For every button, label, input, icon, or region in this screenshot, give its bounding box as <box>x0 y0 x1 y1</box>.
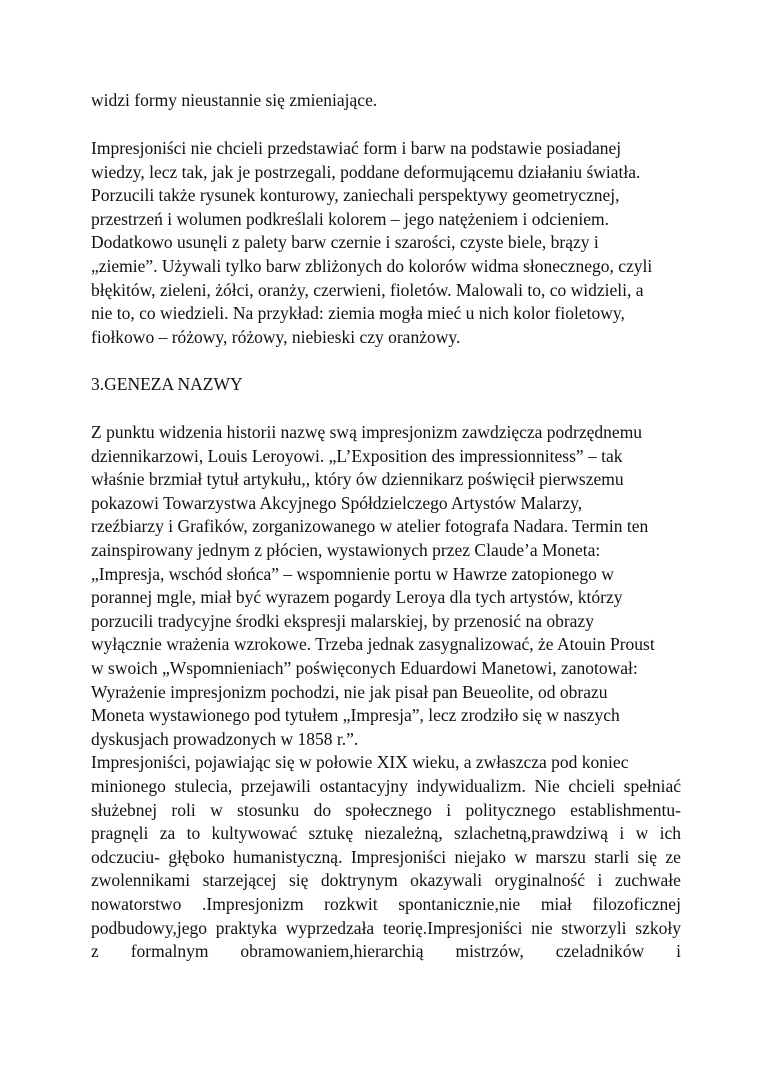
text-line: fiołkowo – różowy, różowy, niebieski czy oranżowy. <box>91 326 461 347</box>
word: humanistyczną. <box>233 846 343 867</box>
text-line: dziennikarzowi, Louis Leroyowi. „L’Exposition des impressionnitess” – tak <box>91 445 623 466</box>
word: się <box>637 846 658 867</box>
text-line: Impresjoniści nie chcieli przedstawiać form i barw na podstawie posiadanej <box>91 138 622 158</box>
justified-line <box>91 869 681 893</box>
paragraph-impressionist-technique <box>91 137 681 349</box>
word: za <box>159 823 176 844</box>
word: to <box>186 823 201 844</box>
word: odczuciu- <box>91 846 160 867</box>
word: politycznego <box>465 799 556 820</box>
word: się <box>288 870 309 891</box>
text-line: Dodatkowo usunęli z palety barw czernie i szarości, czyste biele, brązy i <box>91 232 599 253</box>
word: roli <box>171 799 196 820</box>
justified-line <box>91 917 681 941</box>
word: ostantacyjny <box>319 776 408 796</box>
word: społecznego <box>345 799 432 820</box>
text-line: rzeźbiarzy i Grafików, zorganizowanego w atelier fotografa Nadara. Termin ten <box>91 516 649 537</box>
text-line: Impresjoniści, pojawiając się w połowie XIX wieku, a zwłaszcza pod koniec <box>91 752 629 773</box>
text-line: Wyrażenie impresjonizm pochodzi, nie jak pisał pan Beueolite, od obrazu <box>91 681 608 702</box>
word: podbudowy,jego <box>91 917 208 938</box>
word: szkoły <box>635 917 681 938</box>
word: zuchwałe <box>614 870 681 891</box>
text-line: wiedzy, lecz tak, jak je postrzegali, poddane deformującemu działaniu światła. <box>91 161 641 182</box>
text-line: zainspirowany jednym z płócien, wystawionych przez Claude’a Moneta: <box>91 539 601 560</box>
word: w <box>514 846 527 867</box>
word: głęboko <box>168 846 225 867</box>
word: pragnęli <box>91 823 149 844</box>
word: i <box>597 870 603 891</box>
word: ich <box>659 823 681 844</box>
word: filozoficznej <box>592 893 681 914</box>
word: minionego <box>91 776 166 796</box>
text-line: Moneta wystawionego pod tytułem „Impresja”, lecz zrodziło się w naszych <box>91 705 620 726</box>
justified-line <box>91 893 681 917</box>
word: i <box>446 799 452 820</box>
text-line: błękitów, zieleni, żółci, oranży, czerwieni, fioletów. Malowali to, co widzieli, a <box>91 279 644 300</box>
word: formalnym <box>130 941 209 962</box>
word: z <box>91 941 99 962</box>
word: stosunku <box>237 799 300 820</box>
word: niezależną, <box>364 823 443 844</box>
word: w <box>635 823 649 844</box>
word: szlachetną,prawdziwą <box>454 823 609 844</box>
word: i <box>676 941 681 962</box>
word: zwolennikami <box>91 870 191 891</box>
word: w <box>210 799 223 820</box>
word: starli <box>594 846 630 867</box>
word: marszu <box>535 846 586 867</box>
word: Nie <box>534 776 560 796</box>
paragraph-individualism <box>91 775 681 964</box>
word: oryginalność <box>494 870 585 891</box>
word: przejawili <box>240 776 311 796</box>
word: wyprzedzała <box>285 917 375 938</box>
text-line: nie to, co wiedzieli. Na przykład: ziemia mogła mieć u nich kolor fioletowy, <box>91 303 625 324</box>
text-line: w swoich „Wspomnieniach” poświęconych Eduardowi Manetowi, zanotował: <box>91 657 638 678</box>
paragraph-name-origin <box>91 421 681 775</box>
text-line: dyskusjach prowadzonych w 1858 r.”. <box>91 728 359 749</box>
word: teorię.Impresjoniści <box>382 917 523 938</box>
word: niejako <box>454 846 506 867</box>
justified-line <box>91 822 681 846</box>
text-line: Z punktu widzenia historii nazwę swą impresjonizm zawdzięcza podrzędnemu <box>91 422 643 442</box>
word: doktrynym <box>320 870 398 891</box>
justified-line <box>91 799 681 823</box>
text-line: wyłącznie wrażenia wzrokowe. Trzeba jednak zasygnalizować, że Atouin Proust <box>91 634 655 655</box>
word: chcieli <box>568 776 616 796</box>
word: starzejącej <box>202 870 277 891</box>
section-heading <box>91 373 681 397</box>
word: służebnej <box>91 799 158 820</box>
word: indywidualizm. <box>416 776 526 796</box>
text-line: pokazowi Towarzystwa Akcyjnego Spółdzielczego Artystów Malarzy, <box>91 492 583 513</box>
word: spontanicznie,nie <box>398 893 521 914</box>
section-heading-text: 3.GENEZA NAZWY <box>91 374 243 394</box>
intro-text <box>91 89 681 113</box>
word: .Impresjonizm <box>202 893 304 914</box>
word: mistrzów, <box>455 941 524 962</box>
word: okazywali <box>410 870 483 891</box>
word: sztukę <box>308 823 354 844</box>
word: stworzyli <box>561 917 627 938</box>
word: miał <box>540 893 572 914</box>
word: stulecia, <box>174 776 233 796</box>
text-line: „Impresja, wschód słońca” – wspomnienie portu w Hawrze zatopionego w <box>91 563 614 584</box>
word: nowatorstwo <box>91 893 182 914</box>
word: kultywować <box>211 823 298 844</box>
word: spełniać <box>623 776 681 796</box>
text-line: właśnie brzmiał tytuł artykułu,, który ów dziennikarz poświęcił pierwszemu <box>91 469 624 490</box>
word: ze <box>665 846 681 867</box>
text-line: porzucili tradycyjne środki ekspresji malarskiej, by przenosić na obrazy <box>91 610 594 631</box>
word: Impresjoniści <box>350 846 447 867</box>
justified-line <box>91 846 681 870</box>
word: praktyka <box>215 917 278 938</box>
text-line: „ziemie”. Używali tylko barw zbliżonych do kolorów widma słonecznego, czyli <box>91 255 653 276</box>
word: nie <box>531 917 553 938</box>
text-line: przestrzeń i wolumen podkreślali kolorem – jego natężeniem i odcieniem. <box>91 208 610 229</box>
text-line: Porzucili także rysunek konturowy, zaniechali perspektywy geometrycznej, <box>91 185 620 206</box>
text-line: widzi formy nieustannie się zmieniające. <box>91 90 378 110</box>
text-line: porannej mgle, miał być wyrazem pogardy Leroya dla tych artystów, którzy <box>91 587 623 608</box>
justified-line <box>91 940 681 964</box>
word: czeladników <box>555 941 645 962</box>
word: do <box>313 799 332 820</box>
justified-line <box>91 775 681 799</box>
word: establishmentu- <box>570 799 681 820</box>
word: obramowaniem,hierarchią <box>240 941 424 962</box>
word: rozkwit <box>324 893 378 914</box>
word: i <box>619 823 625 844</box>
